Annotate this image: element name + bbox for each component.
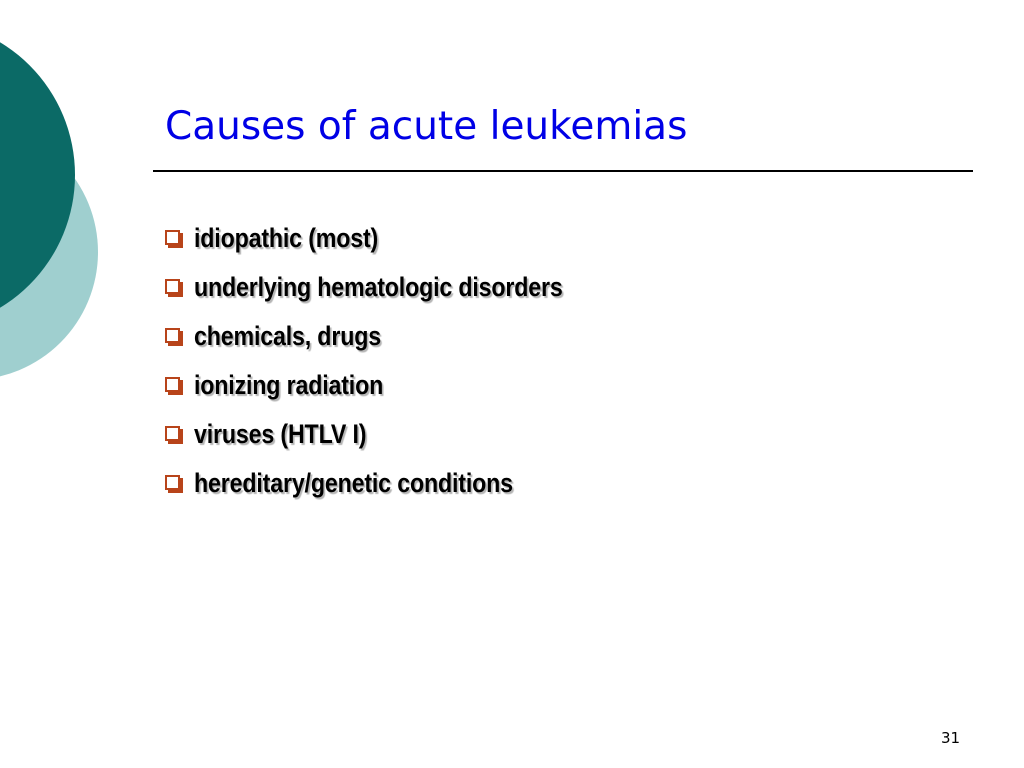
bullet-item — [165, 459, 623, 508]
square-bullet-icon — [165, 230, 183, 248]
title-divider — [153, 170, 973, 172]
circle-decoration — [0, 0, 110, 400]
square-bullet-icon — [165, 426, 183, 444]
bullet-text: chemicals, drugs — [194, 321, 381, 351]
bullet-text: underlying hematologic disorders — [194, 272, 563, 302]
bullet-text: idiopathic (most) — [194, 223, 379, 253]
bullet-text: ionizing radiation — [194, 370, 384, 400]
square-bullet-icon — [165, 377, 183, 395]
bullet-item — [165, 263, 623, 312]
bullet-text: viruses (HTLV I) — [194, 419, 367, 449]
bullet-text: hereditary/genetic conditions — [194, 468, 513, 498]
bullet-item — [165, 214, 623, 263]
square-bullet-icon — [165, 475, 183, 493]
bullet-list — [165, 214, 623, 508]
slide-title: Causes of acute leukemias — [165, 104, 688, 149]
bullet-item — [165, 361, 623, 410]
bullet-item — [165, 410, 623, 459]
square-bullet-icon — [165, 328, 183, 346]
bullet-item — [165, 312, 623, 361]
page-number: 31 — [941, 729, 961, 747]
square-bullet-icon — [165, 279, 183, 297]
